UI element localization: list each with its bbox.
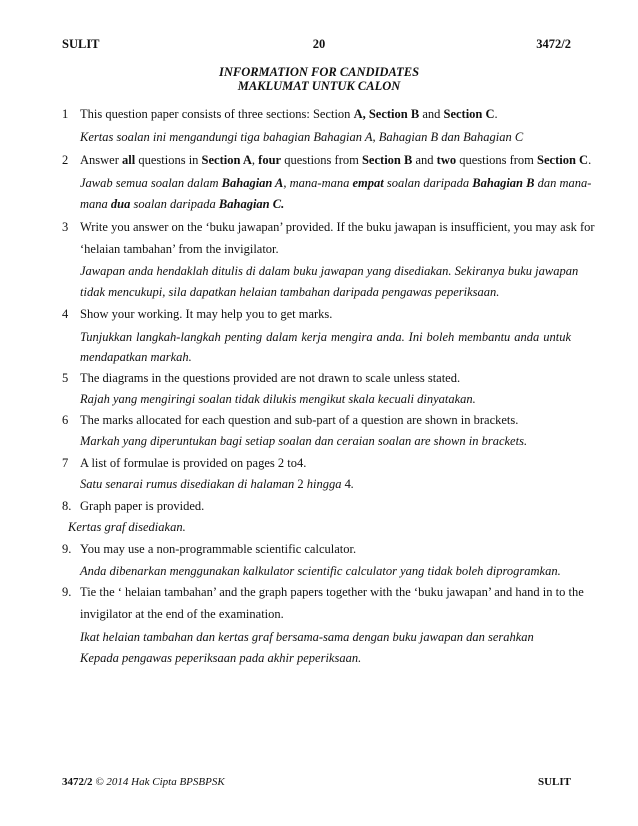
item-text-english: Graph paper is provided. <box>80 499 205 513</box>
item-text-malay: Kertas soalan ini mengandungi tiga bahagian Bahagian A, Bahagian B dan Bahagian C <box>80 130 524 144</box>
item-number: 4 <box>62 307 69 321</box>
item-text-malay-cont: Kepada pengawas peperiksaan pada akhir peperiksaan. <box>80 651 362 665</box>
title-english: INFORMATION FOR CANDIDATES <box>218 65 420 79</box>
item-text-malay: Ikat helaian tambahan dan kertas graf bersama-sama dengan buku jawapan dan serahkan <box>80 630 534 644</box>
item-text-malay-cont: mendapatkan markah. <box>80 350 192 364</box>
item-text-malay: Rajah yang mengiringi soalan tidak dilukis mengikut skala kecuali dinyatakan. <box>80 392 476 406</box>
item-number: 5 <box>62 371 69 385</box>
page-number: 20 <box>312 37 326 51</box>
item-number: 9. <box>62 542 72 556</box>
item-text-english: You may use a non-programmable scientific calculator. <box>80 542 357 556</box>
item-text-malay: Markah yang diperuntukan bagi setiap soalan dan ceraian soalan are shown in brackets. <box>80 434 528 448</box>
item-text-malay: Anda dibenarkan menggunakan kalkulator scientific calculator yang tidak boleh diprogramkan. <box>80 564 561 578</box>
item-number: 9. <box>62 585 72 599</box>
item-number: 7 <box>62 456 69 470</box>
footer-copyright: 3472/2 © 2014 Hak Cipta BPSBPSK <box>62 776 225 788</box>
item-text-malay: Kertas graf disediakan. <box>68 520 186 534</box>
item-text-malay: Jawapan anda hendaklah ditulis di dalam buku jawapan yang disediakan. Sekiranya buku jawapan <box>80 264 579 278</box>
item-text-malay-cont: mana dua soalan daripada Bahagian C. <box>80 197 285 211</box>
item-text-malay: Jawab semua soalan dalam Bahagian A, mana-mana empat soalan daripada Bahagian B dan mana- <box>80 176 592 190</box>
item-text-english: This question paper consists of three sections: Section A, Section B and Section C. <box>80 107 498 121</box>
item-text-english: Answer all questions in Section A, four questions from Section B and two questions from Section C. <box>80 153 592 167</box>
header-classification: SULIT <box>62 37 100 51</box>
item-text-english: The diagrams in the questions provided are not drawn to scale unless stated. <box>80 371 461 385</box>
footer-classification: SULIT <box>537 776 571 788</box>
item-number: 1 <box>62 107 69 121</box>
item-text-english: Show your working. It may help you to get marks. <box>80 307 333 321</box>
item-text-english-cont: ‘helaian tambahan’ from the invigilator. <box>80 242 279 256</box>
item-text-malay-cont: tidak mencukupi, sila dapatkan helaian tambahan daripada pengawas peperiksaan. <box>80 285 500 299</box>
item-text-english: The marks allocated for each question and sub-part of a question are shown in brackets. <box>80 413 519 427</box>
item-number: 2 <box>62 153 69 167</box>
item-text-english: A list of formulae is provided on pages 2 to4. <box>80 456 307 470</box>
item-text-english: Tie the ‘ helaian tambahan’ and the graph papers together with the ‘buku jawapan’ and hand in to the <box>80 585 584 599</box>
title-malay: MAKLUMAT UNTUK CALON <box>237 79 401 93</box>
item-text-english: Write you answer on the ‘buku jawapan’ provided. If the buku jawapan is insufficient, you may ask for <box>80 220 595 234</box>
item-number: 8. <box>62 499 72 513</box>
item-text-english-cont: invigilator at the end of the examination. <box>80 607 284 621</box>
item-text-malay: Satu senarai rumus disediakan di halaman 2 hingga 4. <box>80 477 354 491</box>
item-number: 6 <box>62 413 69 427</box>
item-text-malay: Tunjukkan langkah-langkah penting dalam kerja mengira anda. Ini boleh membantu anda untuk <box>80 330 571 344</box>
paper-code: 3472/2 <box>536 37 571 51</box>
item-number: 3 <box>62 220 69 234</box>
